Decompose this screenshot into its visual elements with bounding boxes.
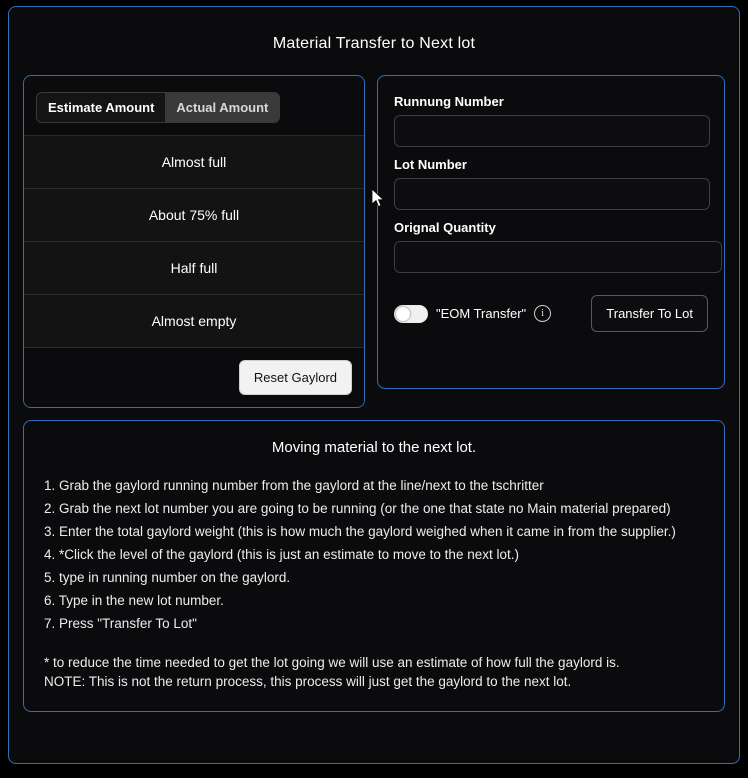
reset-row [24, 348, 364, 407]
eom-transfer-label: "EOM Transfer" [436, 306, 527, 321]
page-title: Material Transfer to Next lot [272, 35, 476, 52]
segmented-control [36, 92, 280, 123]
eom-transfer-toggle[interactable] [394, 305, 428, 323]
instruction-step: 2. Grab the next lot number you are going to be running (or the one that state no Main material prepared) [44, 501, 671, 516]
instruction-step: 5. type in running number on the gaylord. [44, 570, 291, 585]
instructions-footnote: * to reduce the time needed to get the lot going we will use an estimate of how full the gaylord is. [44, 655, 620, 670]
original-quantity-input[interactable] [394, 241, 722, 273]
running-number-input[interactable] [394, 115, 710, 147]
instructions-panel [23, 420, 725, 712]
level-option-almost-full[interactable]: Almost full [24, 136, 364, 189]
running-number-label: Runnung Number [394, 94, 504, 109]
transfer-to-lot-button[interactable]: Transfer To Lot [591, 295, 708, 332]
lot-number-label: Lot Number [394, 157, 467, 172]
lot-number-input[interactable] [394, 178, 710, 210]
tab-estimate-amount[interactable]: Estimate Amount [37, 93, 165, 122]
instruction-step: 3. Enter the total gaylord weight (this is how much the gaylord weighed when it came in from the supplier.) [44, 524, 676, 539]
estimate-panel [23, 75, 365, 408]
info-icon[interactable]: i [534, 305, 551, 322]
level-option-half-full[interactable]: Half full [24, 242, 364, 295]
reset-gaylord-button[interactable]: Reset Gaylord [239, 360, 352, 395]
tab-actual-amount[interactable]: Actual Amount [165, 93, 279, 122]
instruction-step: 7. Press "Transfer To Lot" [44, 616, 197, 631]
instruction-step: 6. Type in the new lot number. [44, 593, 224, 608]
instruction-step: 4. *Click the level of the gaylord (this is just an estimate to move to the next lot.) [44, 547, 519, 562]
transfer-form-panel [377, 75, 725, 389]
app-window [8, 6, 740, 764]
instructions-note: NOTE: This is not the return process, this process will just get the gaylord to the next lot. [44, 674, 572, 689]
transfer-actions-row [394, 295, 708, 332]
gaylord-level-list [24, 135, 364, 348]
instructions-title: Moving material to the next lot. [271, 439, 477, 456]
level-option-almost-empty[interactable]: Almost empty [24, 295, 364, 348]
panels-row [23, 75, 725, 408]
original-quantity-label: Orignal Quantity [394, 220, 496, 235]
amount-mode-toggle-group [24, 76, 364, 135]
level-option-about-75-full[interactable]: About 75% full [24, 189, 364, 242]
toggle-knob [396, 307, 410, 321]
eom-transfer-group [394, 305, 551, 323]
instruction-step: 1. Grab the gaylord running number from the gaylord at the line/next to the tschritter [44, 478, 544, 493]
